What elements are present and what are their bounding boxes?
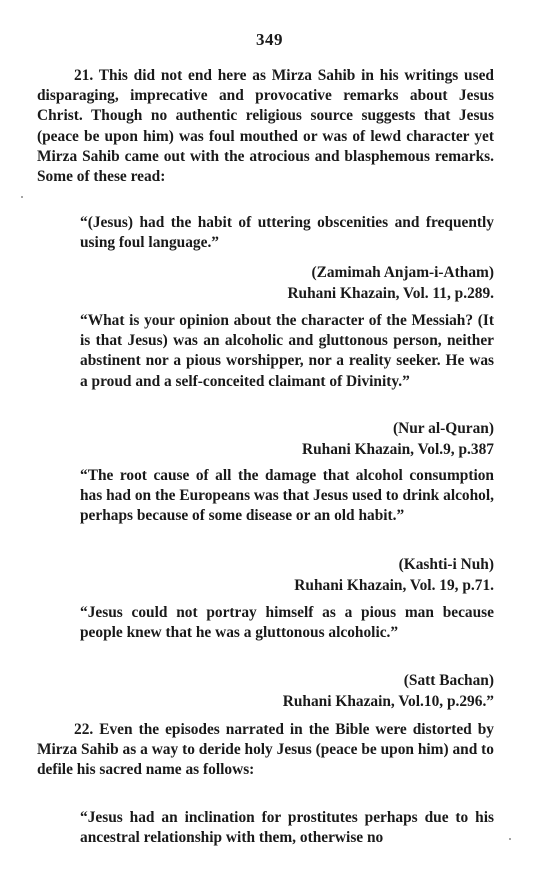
citation-3-source: (Kashti-i Nuh) [398,556,494,573]
citation-2-reference: Ruhani Khazain, Vol.9, p.387 [301,441,494,458]
scan-speck [21,196,23,198]
paragraph-22: 22. Even the episodes narrated in the Bible were distorted by Mirza Sahib as a way to deride holy Jesus (peace be upon him) and to defile his sacred name as follows: [37,721,494,779]
citation-3-reference: Ruhani Khazain, Vol. 19, p.71. [294,577,494,594]
quote-4: “Jesus could not portray himself as a pious man because people knew that he was a gluttonous alcoholic.” [80,604,494,642]
citation-1 [287,262,494,304]
citation-3 [294,554,494,596]
citation-2-source: (Nur al-Quran) [392,420,494,437]
citation-1-reference: Ruhani Khazain, Vol. 11, p.289. [287,285,494,302]
quote-1: “(Jesus) had the habit of uttering obscenities and frequently using foul language.” [80,214,494,252]
citation-4-reference: Ruhani Khazain, Vol.10, p.296.” [282,693,494,710]
citation-4 [283,670,494,712]
citation-4-source: (Satt Bachan) [403,672,494,689]
quote-3: “The root cause of all the damage that alcohol consumption has had on the Europeans was that Jesus used to drink alcohol, perhaps because of some disease or an old habit.” [80,467,494,525]
citation-1-source: (Zamimah Anjam-i-Atham) [311,264,494,281]
page-number: 349 [256,30,283,49]
quote-final: “Jesus had an inclination for prostitutes perhaps due to his ancestral relationship with them, otherwise no [80,809,494,847]
quote-2: “What is your opinion about the character of the Messiah? (It is that Jesus) was an alcoholic and gluttonous person, neither abstinent nor a pious worshipper, nor a reality seeker. He was a proud and a self-conceited claimant of Divinity.” [80,312,494,390]
scan-speck [509,838,511,840]
paragraph-21: 21. This did not end here as Mirza Sahib in his writings used disparaging, imprecative and provocative remarks about Jesus Christ. Though no authentic religious source suggests that Jesus (peace be upon him) was foul mouthed or was of lewd character yet Mirza Sahib came out with the atrocious and blasphemous remarks. Some of these read: [37,67,494,186]
citation-2 [302,418,494,460]
